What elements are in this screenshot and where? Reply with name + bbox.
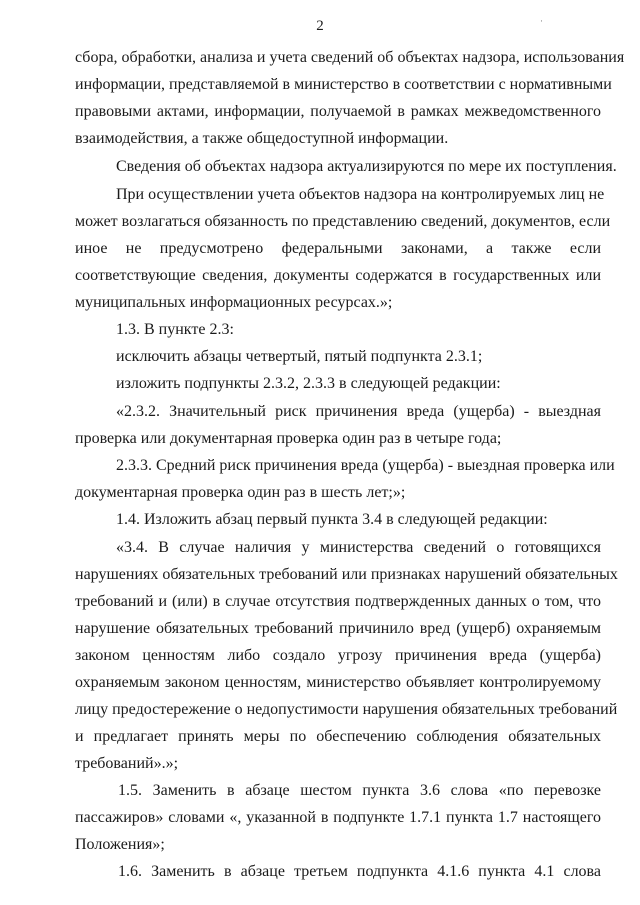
text-line: Сведения об объектах надзора актуализируются по мере их поступления.	[116, 158, 617, 175]
text-line: 1.3. В пункте 2.3:	[116, 321, 234, 338]
text-line: и предлагает принять меры по обеспечению соблюдения обязательных	[75, 728, 601, 745]
text-line: изложить подпункты 2.3.2, 2.3.3 в следующей редакции:	[116, 375, 501, 392]
text-line: 1.6. Заменить в абзаце третьем подпункта 4.1.6 пункта 4.1 слова	[118, 863, 601, 880]
text-line: охраняемым законом ценностям, министерство объявляет контролируемому	[75, 674, 601, 691]
text-line: правовыми актами, информации, получаемой в рамках межведомственного	[75, 103, 601, 120]
text-line: 1.5. Заменить в абзаце шестом пункта 3.6 слова «по перевозке	[118, 782, 601, 799]
text-line: исключить абзацы четвертый, пятый подпункта 2.3.1;	[116, 348, 483, 365]
text-line: нарушениях обязательных требований или признаках нарушений обязательных	[75, 566, 618, 583]
text-line: соответствующие сведения, документы содержатся в государственных или	[75, 267, 601, 284]
text-line: сбора, обработки, анализа и учета сведений об объектах надзора, использования	[75, 49, 625, 66]
text-line: может возлагаться обязанность по представлению сведений, документов, если	[75, 213, 611, 230]
text-line: «2.3.2. Значительный риск причинения вреда (ущерба) - выездная	[116, 403, 601, 420]
text-line: «3.4. В случае наличия у министерства сведений о готовящихся	[116, 539, 601, 556]
text-line: Положения»;	[75, 836, 165, 853]
text-line: документарная проверка один раз в шесть лет;»;	[75, 484, 406, 501]
page-number: 2	[316, 18, 324, 34]
text-line: взаимодействия, а также общедоступной информации.	[75, 130, 449, 147]
text-line: информации, представляемой в министерство в соответствии с нормативными	[75, 76, 612, 93]
scan-mark: ·	[540, 16, 543, 26]
text-line: муниципальных информационных ресурсах.»;	[75, 294, 393, 311]
text-line: законом ценностям либо создало угрозу причинения вреда (ущерба)	[75, 647, 601, 664]
text-line: нарушение обязательных требований причинило вред (ущерб) охраняемым	[75, 620, 601, 637]
text-line: лицу предостережение о недопустимости нарушения обязательных требований	[75, 701, 618, 718]
text-line: 2.3.3. Средний риск причинения вреда (ущерба) - выездная проверка или	[116, 457, 615, 474]
text-line: иное не предусмотрено федеральными законами, а также если	[75, 240, 601, 257]
text-line: проверка или документарная проверка один раз в четыре года;	[75, 430, 502, 447]
text-line: При осуществлении учета объектов надзора на контролируемых лиц не	[116, 186, 605, 203]
text-line: требований и (или) в случае отсутствия подтвержденных данных о том, что	[75, 593, 601, 610]
text-line: 1.4. Изложить абзац первый пункта 3.4 в следующей редакции:	[116, 511, 548, 528]
text-line: пассажиров» словами «, указанной в подпункте 1.7.1 пункта 1.7 настоящего	[75, 809, 601, 826]
text-line: требований».»;	[75, 755, 179, 772]
